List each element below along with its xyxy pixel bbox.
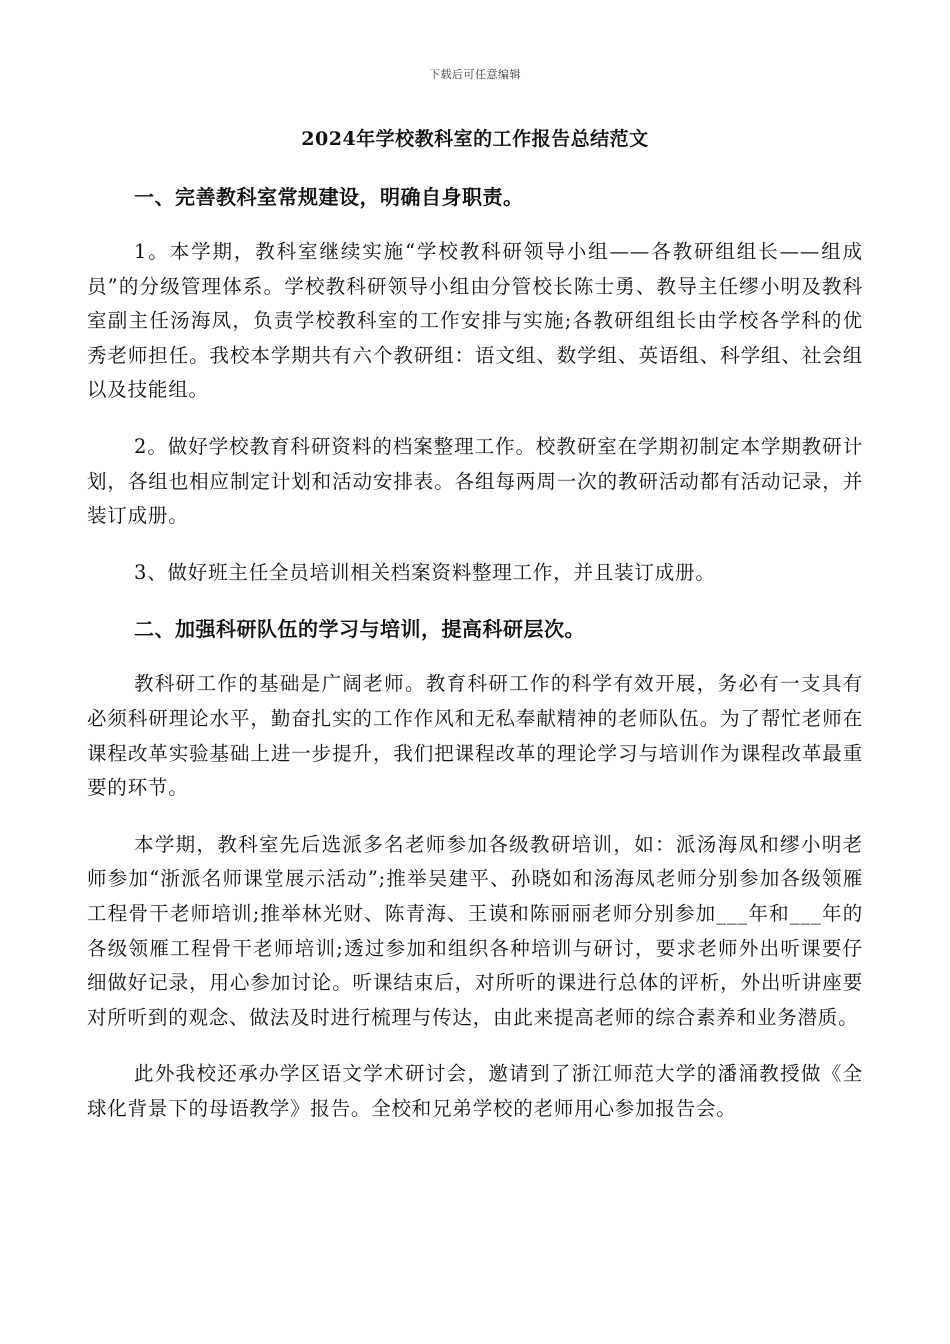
paragraph-1-2: 2。做好学校教育科研资料的档案整理工作。校教研室在学期初制定本学期教研计划，各组也相应制定计划和活动安排表。各组每两周一次的教研活动都有活动记录，并装订成册。 xyxy=(87,434,863,528)
paragraph-1-3: 3、做好班主任全员培训相关档案资料整理工作，并且装订成册。 xyxy=(134,560,716,584)
header-note: 下载后可任意编辑 xyxy=(429,68,521,81)
document-body xyxy=(87,180,863,1148)
paragraph-1-1: 1。本学期，教科室继续实施“学校教科研领导小组——各教研组组长——组成员”的分级管理体系。学校教科研领导小组由分管校长陈士勇、教导主任缪小明及教科室副主任汤海凤，负责学校教科室的工作安排与实施;各教研组组长由学校各学科的优秀老师担任。我校本学期共有六个教研组：语文组、数学组、英语组、科学组、社会组以及技能组。 xyxy=(87,240,863,402)
paragraph-2-3: 此外我校还承办学区语文学术研讨会，邀请到了浙江师范大学的潘涌教授做《全球化背景下的母语教学》报告。全校和兄弟学校的老师用心参加报告会。 xyxy=(87,1062,863,1120)
section-heading-2: 二、加强科研队伍的学习与培训，提高科研层次。 xyxy=(134,617,585,642)
paragraph-2-1: 教科研工作的基础是广阔老师。教育科研工作的科学有效开展，务必有一支具有必须科研理论水平，勤奋扎实的工作作风和无私奉献精神的老师队伍。为了帮忙老师在课程改革实验基础上进一步提升，我们把课程改革的理论学习与培训作为课程改革最重要的环节。 xyxy=(87,672,863,800)
document-title: 2024年学校教科室的工作报告总结范文 xyxy=(301,128,649,150)
section-heading-1: 一、完善教科室常规建设，明确自身职责。 xyxy=(134,185,524,209)
paragraph-2-2: 本学期，教科室先后选派多名老师参加各级教研培训，如：派汤海凤和缪小明老师参加“浙派名师课堂展示活动”;推举吴建平、孙晓如和汤海凤老师分别参加各级领雁工程骨干老师培训;推举林光财、陈青海、王谟和陈丽丽老师分别参加___年和___年的各级领雁工程骨干老师培训;透过参加和组织各种培训与研讨，要求老师外出听课要仔细做好记录，用心参加讨论。听课结束后，对所听的课进行总体的评析，外出听讲座要对所听到的观念、做法及时进行梳理与传达，由此来提高老师的综合素养和业务潜质。 xyxy=(87,832,863,1029)
